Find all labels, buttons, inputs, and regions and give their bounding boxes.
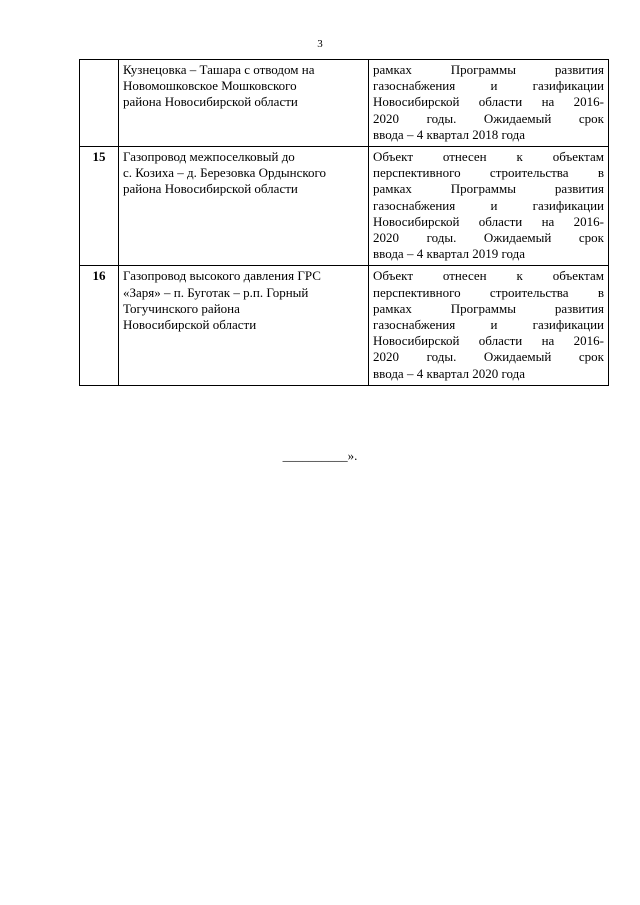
object-status-line: перспективного строительства в (373, 284, 604, 300)
table-row (80, 266, 609, 385)
object-status-line: рамках Программы развития (373, 62, 604, 77)
object-name-line: Кузнецовка – Ташара с отводом на (123, 62, 315, 77)
table-row (80, 60, 609, 147)
object-status-line: Новосибирской области на 2016- (373, 213, 604, 229)
page-number: 3 (317, 38, 323, 50)
object-status-line: газоснабжения и газификации (373, 197, 604, 213)
object-name-cell (119, 60, 369, 147)
row-number: 15 (80, 147, 119, 266)
object-status-line: газоснабжения и газификации (373, 317, 604, 333)
object-status-line: 2020 годы. Ожидаемый срок (373, 110, 604, 126)
objects-table (79, 59, 609, 386)
object-status-line: ввода – 4 квартал 2020 года (373, 365, 526, 381)
object-status-line: перспективного строительства в (373, 165, 604, 181)
object-status-line: ввода – 4 квартал 2019 года (373, 246, 526, 262)
object-status-line: 2020 годы. Ожидаемый срок (373, 349, 604, 365)
object-name-line: Газопровод межпоселковый до (123, 149, 295, 165)
object-status-line: рамках Программы развития (373, 300, 604, 316)
object-name-line: Газопровод высокого давления ГРС (123, 268, 321, 284)
object-status-line: Новосибирской области на 2016- (373, 333, 604, 349)
object-name-line: Новомошковское Мошковского (123, 78, 297, 94)
object-name-line: с. Козиха – д. Березовка Ордынского (123, 165, 327, 181)
object-status-line: газоснабжения и газификации (373, 78, 604, 94)
row-number: 16 (80, 266, 119, 385)
object-status-line: Новосибирской области на 2016- (373, 94, 604, 110)
object-name-cell (119, 266, 369, 385)
object-status-cell (369, 266, 609, 385)
object-status-cell (369, 60, 609, 147)
object-status-line: ввода – 4 квартал 2018 года (373, 126, 526, 142)
table-row (80, 147, 609, 266)
object-status-line: рамках Программы развития (373, 181, 604, 197)
object-name-line: района Новосибирской области (123, 181, 298, 197)
object-status-cell (369, 147, 609, 266)
closing-mark: __________». (282, 448, 358, 463)
object-name-line: Тогучинского района (123, 300, 240, 316)
object-name-line: «Заря» – п. Буготак – р.п. Горный (123, 284, 309, 300)
object-name-line: района Новосибирской области (123, 94, 298, 110)
object-status-line: Объект отнесен к объектам (373, 149, 604, 165)
object-status-line: 2020 годы. Ожидаемый срок (373, 230, 604, 246)
object-status-line: Объект отнесен к объектам (373, 268, 604, 284)
object-name-cell (119, 147, 369, 266)
row-number (80, 60, 119, 147)
object-name-line: Новосибирской области (123, 317, 257, 333)
